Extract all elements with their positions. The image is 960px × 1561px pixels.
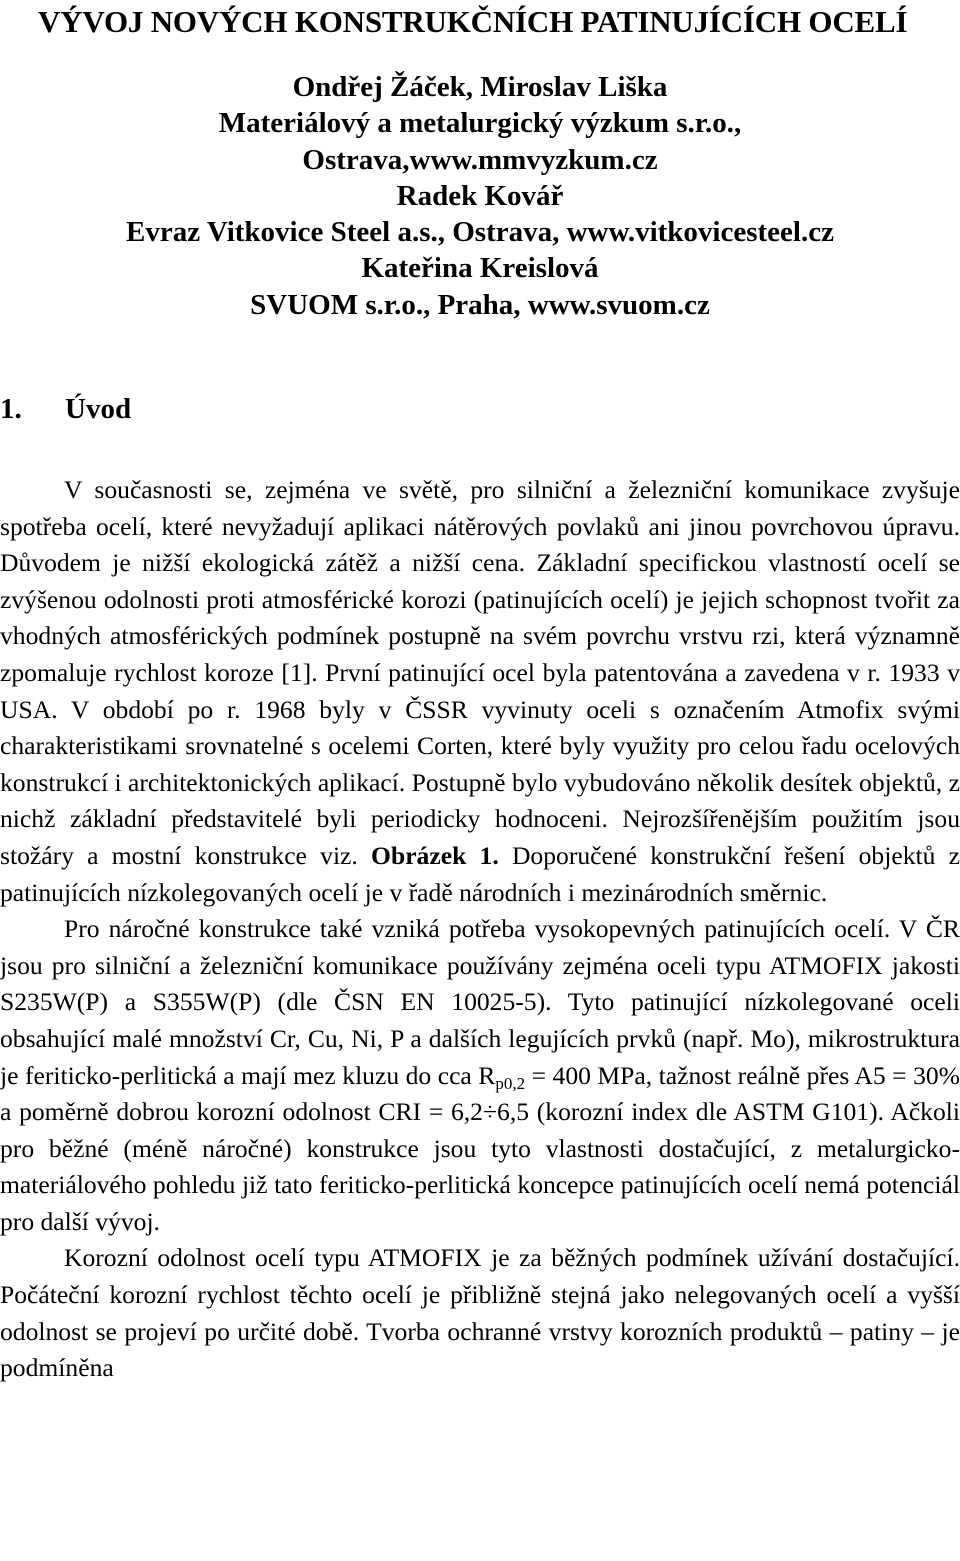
affiliation: SVUOM s.r.o., Praha, www.svuom.cz [250,288,710,321]
paragraph [0,472,960,911]
paragraph-text: Pro náročné konstrukce také vzniká potřeba vysokopevných patinujících ocelí. V ČR jsou pro silniční a železniční komunikace používány zejména oceli typu ATMOFIX jakosti S235W(P) a S355W(P) (dle ČSN EN 10025-5). Tyto patinující nízkolegované oceli obsahující malé množství Cr, Cu, Ni, P a dalších legujících prvků (např. Mo), mikrostruktura je feriticko-perlitická a mají mez kluzu do cca R [0,914,960,1090]
paper-title: VÝVOJ NOVÝCH KONSTRUKČNÍCH PATINUJÍCÍCH OCELÍ [38,4,908,39]
body-text [0,472,960,1387]
author-block [0,69,960,323]
figure-reference: Obrázek 1. [371,840,499,870]
affiliation-location: Ostrava,www.mmvyzkum.cz [302,143,658,176]
paragraph-text: = 400 MPa, tažnost reálně přes A5 = 30% a poměrně dobrou korozní odolnost CRI = 6,2÷6,5 (korozní index dle ASTM G101). Ačkoli pro běžné (méně náročné) konstrukce jsou tyto vlastnosti dostačující, z metalurgicko-materiálového pohledu již tato feriticko-perlitická koncepce patinujících ocelí nemá potenciál pro další vývoj. [0,1060,960,1236]
paragraph [0,911,960,1240]
author-name: Radek Kovář [396,179,564,212]
paragraph-text: V současnosti se, zejména ve světě, pro silniční a železniční komunikace zvyšuje spotřeba ocelí, které nevyžadují aplikaci nátěrových povlaků ani jinou povrchovou úpravu. Důvodem je nižší ekologická zátěž a nižší cena. Základní specifickou vlastností ocelí se zvýšenou odolnosti proti atmosférické korozi (patinujících ocelí) je jejich schopnost tvořit za vhodných atmosférických podmínek postupně na svém povrchu vrstvu rzi, která významně zpomaluje rychlost koroze [1]. První patinující ocel byla patentována a zavedena v r. 1933 v USA. V období po r. 1968 byly v ČSSR vyvinuty oceli s označením Atmofix svými charakteristikami srovnatelné s ocelemi Corten, které byly využity pro celou řadu ocelových konstrukcí i architektonických aplikací. Postupně bylo vybudováno několik desítek objektů, z nichž základní představitelé byli periodicky hodnoceni. Nejrozšířenějším použitím jsou stožáry a mostní konstrukce viz. [0,475,960,870]
subscript: p0,2 [495,1073,526,1093]
paragraph [0,1240,960,1386]
section-title: Úvod [65,393,132,425]
author-name: Kateřina Kreislová [361,252,599,285]
section-heading [0,393,131,426]
paragraph-text: Doporučené konstrukční řešení objektů z patinujících nízkolegovaných ocelí je v řadě národních i mezinárodních směrnic. [0,840,960,907]
paragraph-text: Korozní odolnost ocelí typu ATMOFIX je za běžných podmínek užívání dostačující. Počáteční korozní rychlost těchto ocelí je přibližně stejná jako nelegovaných ocelí a vyšší odolnost se projeví po určité době. Tvorba ochranné vrstvy korozních produktů – patiny – je podmíněna [0,1243,960,1383]
author-names: Ondřej Žáček, Miroslav Liška [292,71,668,103]
affiliation: Evraz Vitkovice Steel a.s., Ostrava, www.vitkovicesteel.cz [126,216,834,249]
affiliation: Materiálový a metalurgický výzkum s.r.o., [218,107,742,140]
section-number: 1. [0,393,22,425]
